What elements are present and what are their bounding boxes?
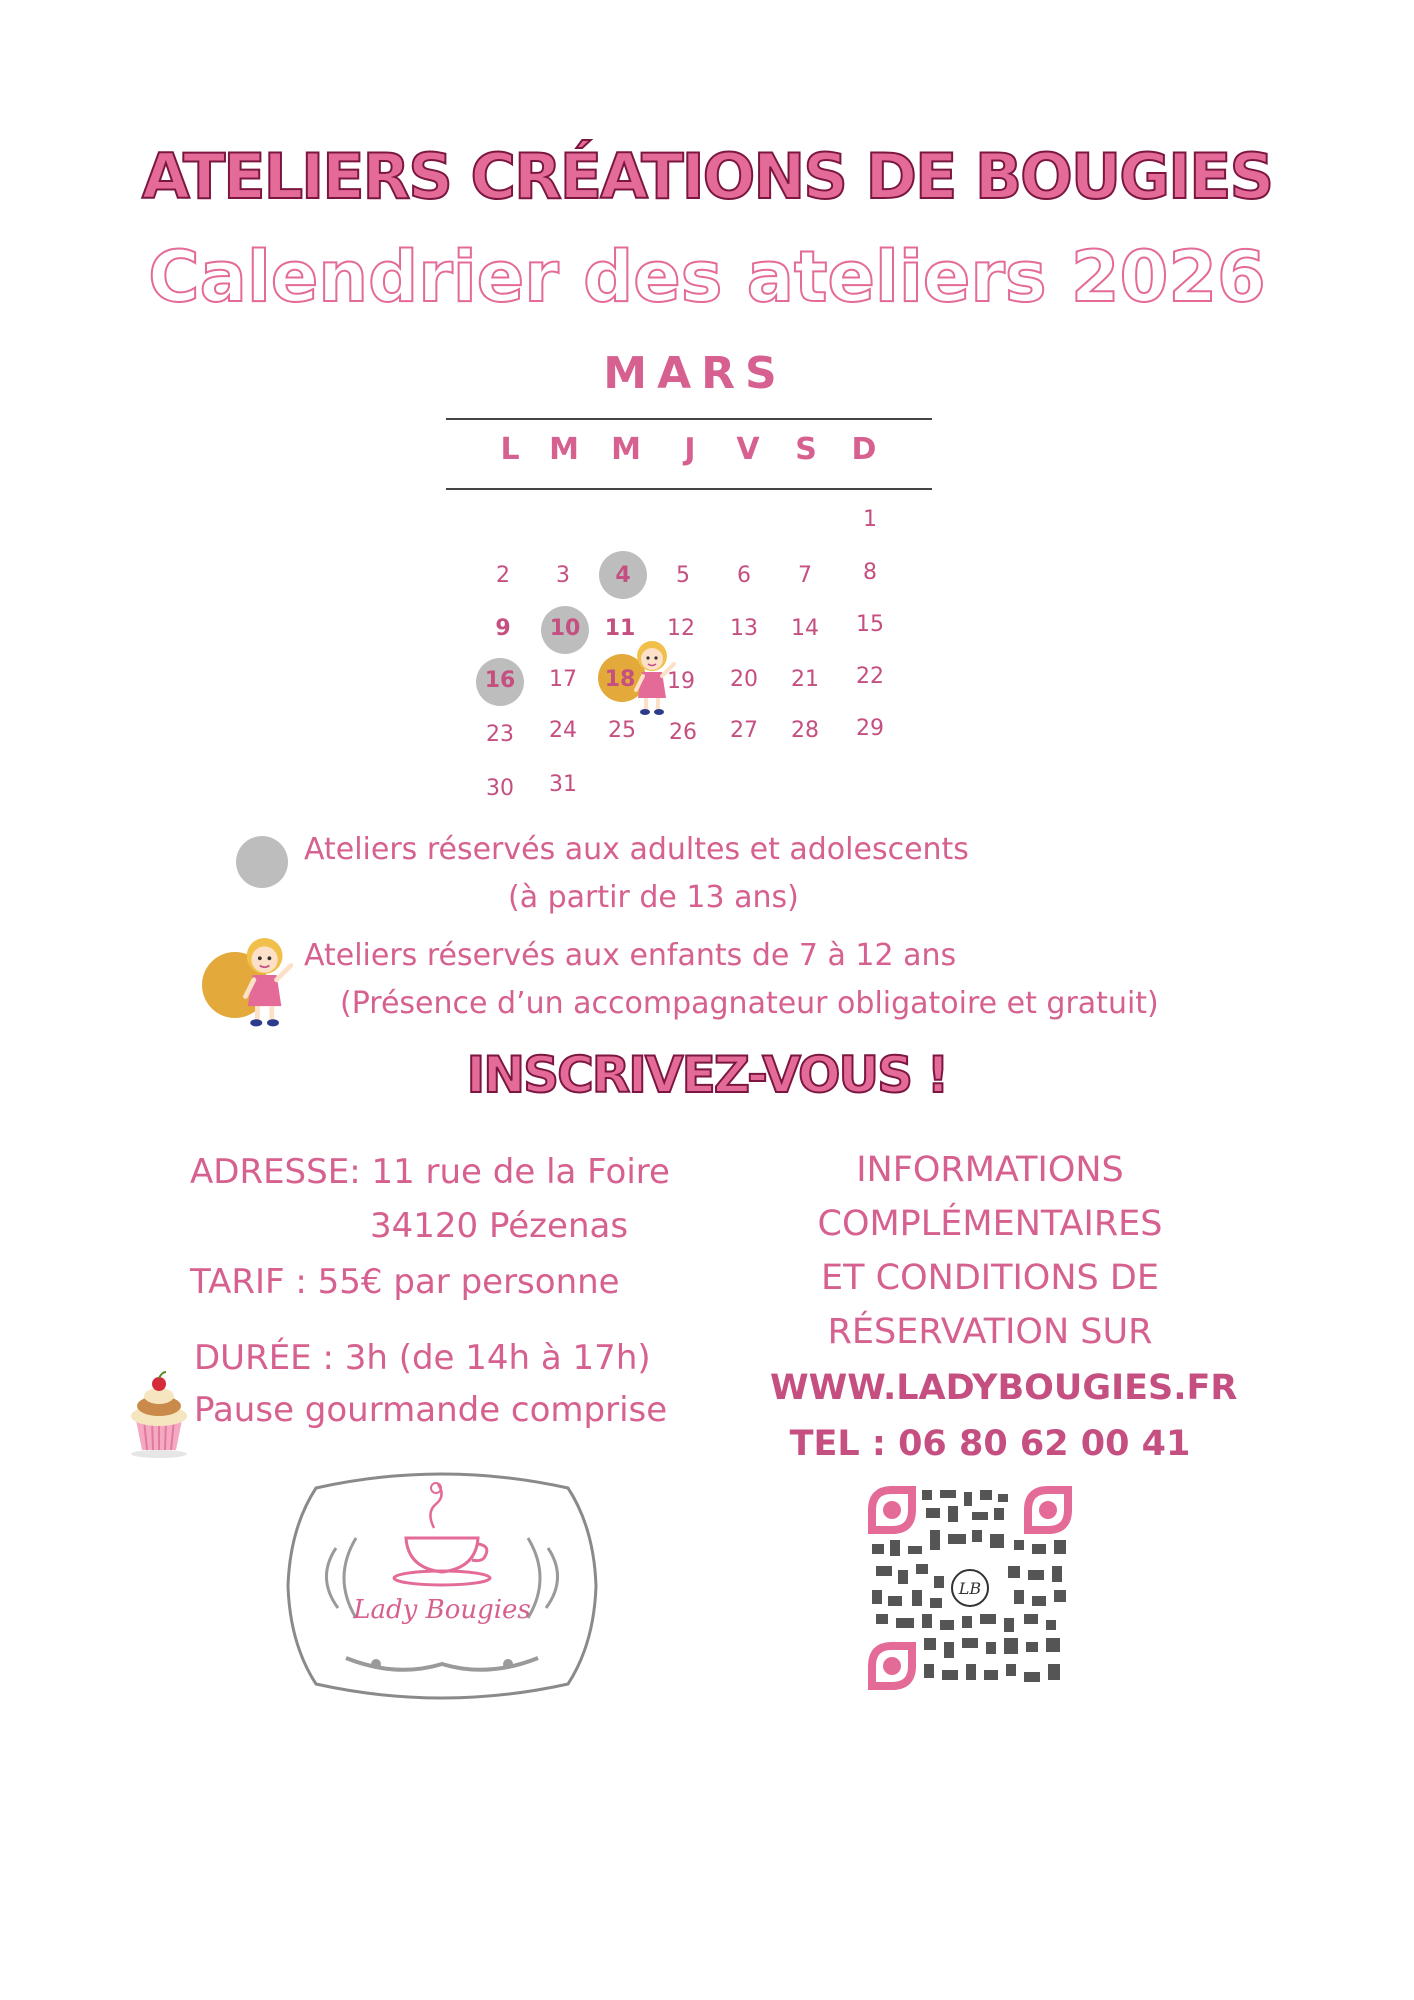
kids-legend-subtext: (Présence d’un accompagnateur obligatoire et gratuit)	[340, 986, 1159, 1021]
calendar-day: 9	[495, 616, 511, 641]
weekday-label: M	[549, 432, 579, 467]
qr-code[interactable]	[868, 1486, 1072, 1690]
calendar-day: 14	[791, 616, 819, 641]
qr-center-label: LB	[958, 1579, 982, 1598]
signup-heading: INSCRIVEZ-VOUS !	[466, 1046, 948, 1104]
page-subtitle: Calendrier des ateliers 2026	[148, 236, 1266, 318]
calendar-day: 30	[486, 776, 514, 801]
kids-legend-text: Ateliers réservés aux enfants de 7 à 12 ans	[304, 938, 957, 973]
pause-text: Pause gourmande comprise	[194, 1390, 668, 1430]
calendar-day: 1	[863, 507, 877, 532]
more-info-line: COMPLÉMENTAIRES	[817, 1204, 1163, 1244]
girl-icon	[236, 932, 298, 1030]
calendar-day: 26	[669, 720, 697, 745]
calendar-day: 16	[484, 668, 516, 693]
calendar-day: 19	[667, 669, 695, 694]
calendar-day: 2	[496, 563, 510, 588]
calendar-day: 4	[615, 563, 631, 588]
weekday-label: L	[500, 432, 520, 467]
logo-text: Lady Bougies	[353, 1595, 531, 1625]
calendar-day: 31	[549, 772, 577, 797]
calendar-day: 6	[737, 563, 751, 588]
price-text: TARIF : 55€ par personne	[190, 1262, 620, 1302]
weekday-label: J	[684, 432, 696, 467]
calendar-day: 3	[556, 563, 570, 588]
calendar-top-rule	[446, 418, 932, 420]
calendar-day: 5	[676, 563, 690, 588]
weekday-label: M	[611, 432, 641, 467]
calendar-day: 12	[667, 616, 695, 641]
calendar-month: MARS	[603, 348, 787, 399]
adult-legend-marker	[236, 836, 288, 888]
calendar-day: 25	[608, 718, 636, 743]
calendar-day: 23	[486, 722, 514, 747]
calendar-day: 22	[856, 664, 884, 689]
duration-text: DURÉE : 3h (de 14h à 17h)	[194, 1338, 651, 1378]
address-line: ADRESSE: 11 rue de la Foire	[190, 1152, 670, 1192]
calendar-day: 11	[604, 616, 636, 641]
lady-bougies-logo	[276, 1468, 608, 1704]
calendar-day: 15	[856, 612, 884, 637]
calendar-day: 10	[549, 616, 581, 641]
calendar-day: 7	[798, 563, 812, 588]
more-info-line: INFORMATIONS	[856, 1150, 1124, 1190]
calendar-day: 17	[549, 667, 577, 692]
weekday-label: S	[795, 432, 817, 467]
calendar-day: 20	[730, 667, 758, 692]
website-link[interactable]: WWW.LADYBOUGIES.FR	[770, 1368, 1238, 1408]
phone-number[interactable]: TEL : 06 80 62 00 41	[789, 1424, 1191, 1464]
calendar-day: 13	[730, 616, 758, 641]
calendar-day: 21	[791, 667, 819, 692]
calendar-bottom-rule	[446, 488, 932, 490]
page-title: ATELIERS CRÉATIONS DE BOUGIES	[141, 140, 1273, 213]
calendar-day: 29	[856, 716, 884, 741]
weekday-label: V	[736, 432, 760, 467]
calendar-day: 8	[863, 560, 877, 585]
adult-legend-text: Ateliers réservés aux adultes et adolescents	[304, 832, 969, 867]
cupcake-icon	[126, 1370, 192, 1460]
weekday-label: D	[851, 432, 877, 467]
calendar-day: 27	[730, 718, 758, 743]
address-city: 34120 Pézenas	[370, 1206, 629, 1246]
more-info-line: ET CONDITIONS DE	[821, 1258, 1159, 1298]
calendar-day: 24	[549, 718, 577, 743]
more-info-line: RÉSERVATION SUR	[827, 1312, 1153, 1352]
calendar-day: 28	[791, 718, 819, 743]
adult-legend-subtext: (à partir de 13 ans)	[508, 880, 799, 915]
calendar-day: 18	[604, 667, 636, 692]
